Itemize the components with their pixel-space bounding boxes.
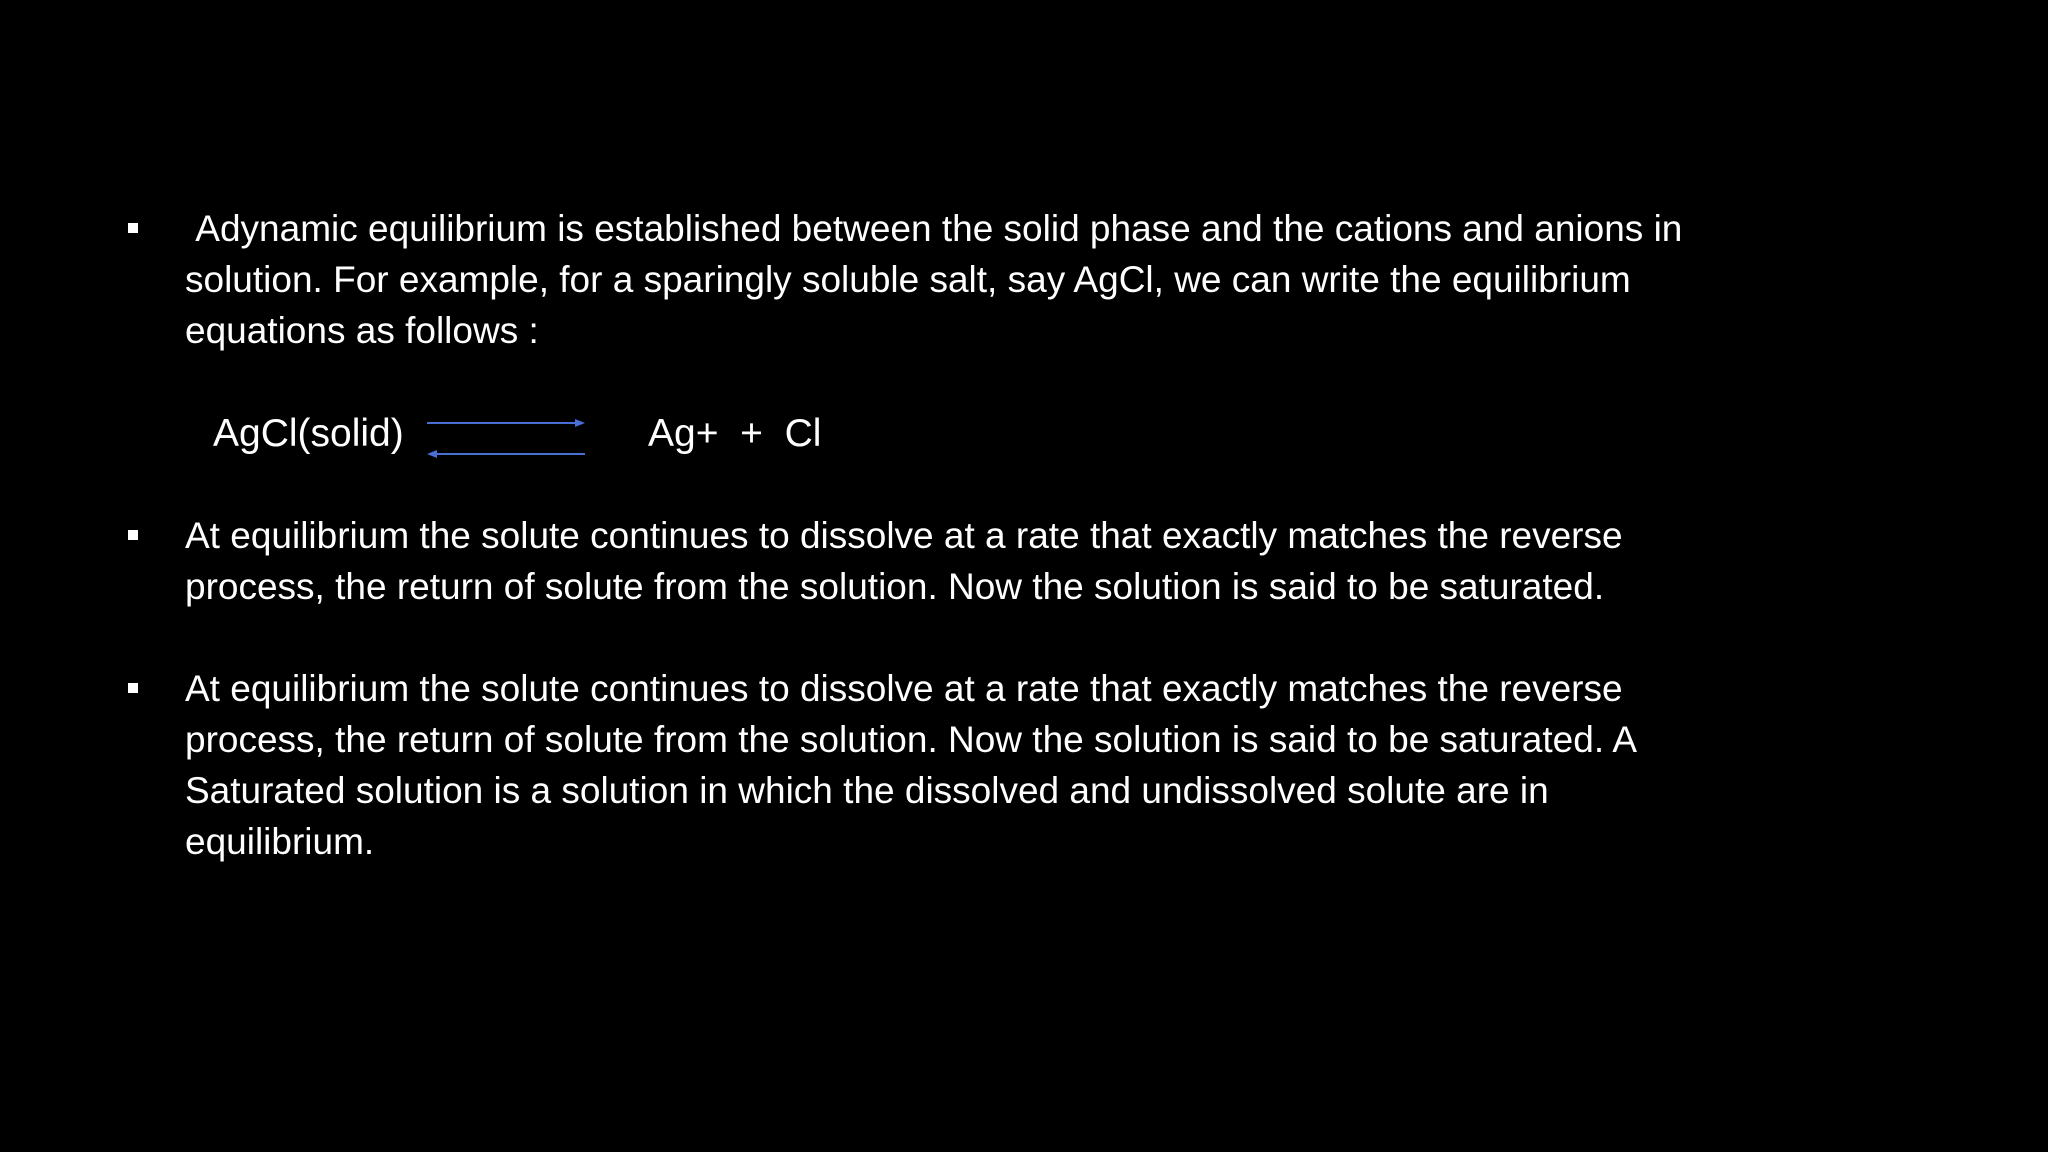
forward-arrowhead — [575, 419, 585, 427]
square-bullet-icon — [128, 223, 138, 233]
bullet-text: At equilibrium the solute continues to dissolve at a rate that exactly matches the reverse process, the return of solute from the solution. Now the solution is said to be saturated. A Saturated solution is a solution in which the dissolved and undissolved solute are in equilibrium. — [185, 668, 1638, 862]
bullet-text: Adynamic equilibrium is established between the solid phase and the cations and anions in solution. For example, for a sparingly soluble salt, say AgCl, we can write the equilibrium equations as follows : — [185, 208, 1683, 351]
bullet-text: At equilibrium the solute continues to dissolve at a rate that exactly matches the reverse process, the return of solute from the solution. Now the solution is said to be saturated. — [185, 515, 1623, 607]
equilibrium-equation — [213, 408, 913, 468]
equilibrium-arrows-icon — [425, 410, 587, 460]
square-bullet-icon — [128, 683, 138, 693]
square-bullet-icon — [128, 530, 138, 540]
reverse-arrowhead — [427, 450, 437, 458]
equation-reactant: AgCl(solid) — [213, 412, 404, 455]
equation-products: Ag+ + Cl — [648, 412, 822, 455]
